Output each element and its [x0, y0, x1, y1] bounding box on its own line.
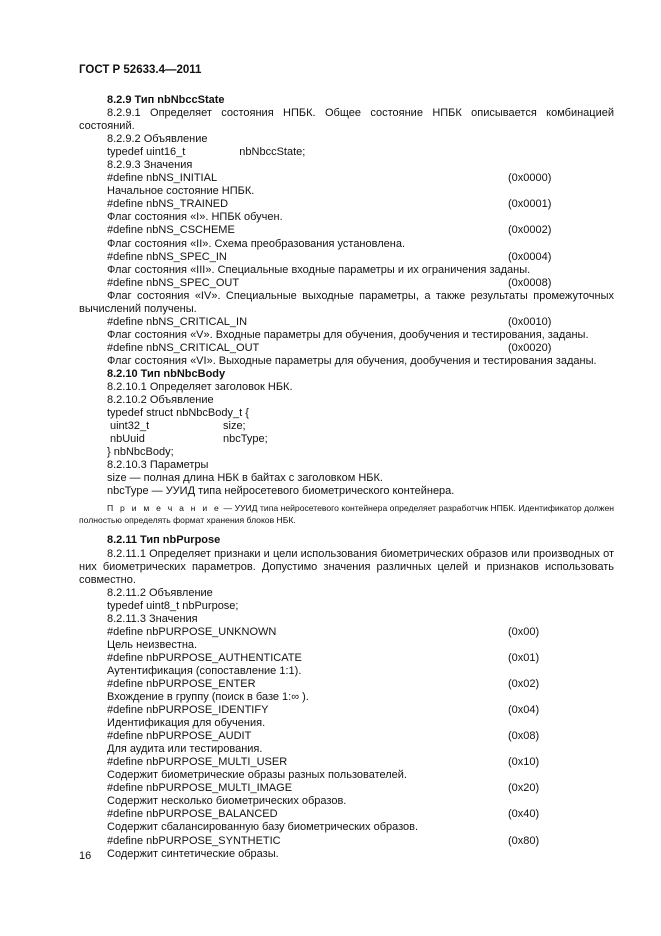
define-row: [79, 704, 614, 717]
define-name: #define nbNS_TRAINED: [107, 198, 229, 211]
define-row: [79, 198, 614, 211]
define-description: Аутентификация (сопоставление 1:1).: [107, 664, 302, 677]
define-description: Флаг состояния «I». НПБК обучен.: [107, 211, 283, 224]
define-name: #define nbNS_INITIAL: [107, 172, 218, 185]
page-number: 16: [79, 850, 92, 862]
define-name: #define nbPURPOSE_AUDIT: [107, 730, 252, 743]
struct-open: typedef struct nbNbcBody_t {: [107, 407, 249, 420]
define-value: (0x0000): [508, 172, 552, 185]
define-row: [79, 172, 614, 185]
define-value: (0x20): [508, 782, 540, 795]
define-value: (0x0002): [508, 224, 552, 237]
define-description: Содержит синтетические образы.: [107, 847, 279, 860]
section-title-8-2-9: 8.2.9 Тип nbNbccState: [107, 94, 225, 106]
define-value: (0x80): [508, 834, 540, 847]
define-description: Содержит сбалансированную базу биометрических образов.: [107, 821, 419, 834]
define-row: [79, 626, 614, 639]
typedef-name: nbNbccState;: [239, 146, 306, 159]
note: [79, 502, 614, 526]
define-row: [79, 808, 614, 821]
define-value: (0x0020): [508, 341, 552, 354]
define-value: (0x08): [508, 730, 540, 743]
subsection-8-2-10-3: 8.2.10.3 Параметры: [107, 459, 209, 472]
define-name: #define nbPURPOSE_AUTHENTICATE: [107, 651, 302, 664]
subsection-8-2-11-2: 8.2.11.2 Объявление: [107, 586, 213, 599]
section-title-8-2-11: 8.2.11 Тип nbPurpose: [107, 534, 221, 547]
define-name: #define nbNS_SPEC_IN: [107, 250, 227, 263]
document-header: ГОСТ Р 52633.4—2011: [79, 64, 202, 76]
define-name: #define nbPURPOSE_SYNTHETIC: [107, 834, 281, 847]
paragraph-8-2-9-1-cont: состояний.: [79, 120, 135, 133]
define-row: [79, 342, 614, 355]
define-name: #define nbNS_CRITICAL_IN: [107, 315, 248, 328]
define-name: #define nbPURPOSE_UNKNOWN: [107, 625, 277, 638]
define-name: #define nbNS_SPEC_OUT: [107, 276, 240, 289]
define-row: [79, 835, 614, 848]
typedef-nbPurpose: typedef uint8_t nbPurpose;: [107, 599, 239, 612]
define-name: #define nbNS_CRITICAL_OUT: [107, 341, 260, 354]
define-name: #define nbNS_CSCHEME: [107, 224, 235, 237]
define-value: (0x02): [508, 677, 540, 690]
struct-close: } nbNbcBody;: [107, 446, 174, 459]
define-value: (0x0010): [508, 315, 552, 328]
define-description: Флаг состояния «II». Схема преобразования установлена.: [107, 237, 406, 250]
field-name: nbcType;: [223, 433, 268, 446]
define-row: [79, 251, 614, 264]
subsection-8-2-11-3: 8.2.11.3 Значения: [107, 612, 198, 625]
struct-field: [79, 420, 614, 433]
section-title-8-2-10: 8.2.10 Тип nbNbcBody: [107, 367, 226, 380]
define-value: (0x0008): [508, 276, 552, 289]
define-value: (0x0001): [508, 198, 552, 211]
define-description: Идентификация для обучения.: [107, 717, 266, 730]
define-name: #define nbPURPOSE_BALANCED: [107, 808, 278, 821]
define-description: Содержит биометрические образы разных пользователей.: [107, 769, 407, 782]
note-text: — УУИД типа нейросетевого контейнера определяет разработчик НПБК. Идентификатор должен полностью определять формат хранения блоков НБК.: [79, 503, 614, 526]
define-description: Для аудита или тестирования.: [107, 743, 263, 756]
define-description: Цель неизвестна.: [107, 638, 198, 651]
param-nbctype: nbcType — УУИД типа нейросетевого биометрического контейнера.: [107, 485, 455, 498]
define-value: (0x40): [508, 808, 540, 821]
define-description: Флаг состояния «VI». Выходные параметры для обучения, дообучения и тестирования заданы.: [107, 354, 597, 367]
define-value: (0x00): [508, 625, 540, 638]
define-row: [79, 678, 614, 691]
define-name: #define nbPURPOSE_ENTER: [107, 677, 256, 690]
define-row: [79, 782, 614, 795]
define-description: Флаг состояния «III». Специальные входные параметры и их ограничения заданы.: [107, 263, 531, 276]
define-value: (0x04): [508, 704, 540, 717]
define-description: Вхождение в группу (поиск в базе 1:∞ ).: [107, 691, 309, 704]
define-row: [79, 224, 614, 237]
define-row: [79, 652, 614, 665]
typedef-keyword: typedef uint16_t: [107, 146, 186, 159]
define-value: (0x0004): [508, 250, 552, 263]
define-name: #define nbPURPOSE_MULTI_IMAGE: [107, 782, 293, 795]
paragraph-8-2-10-1: 8.2.10.1 Определяет заголовок НБК.: [107, 381, 293, 394]
subsection-8-2-10-2: 8.2.10.2 Объявление: [107, 394, 214, 407]
paragraph-8-2-9-1: 8.2.9.1 Определяет состояния НПБК. Общее состояние НПБК описывается комбинацией: [107, 107, 614, 120]
define-value: (0x10): [508, 756, 540, 769]
define-description: Флаг состояния «IV». Специальные выходные параметры, а также результаты промежуточных: [107, 289, 614, 302]
typedef-nbNbccState: [79, 146, 614, 159]
define-row: [79, 756, 614, 769]
define-name: #define nbPURPOSE_IDENTIFY: [107, 704, 269, 717]
define-description-cont: вычислений получены.: [79, 302, 197, 315]
define-value: (0x01): [508, 651, 540, 664]
define-row: [79, 316, 614, 329]
define-description: Флаг состояния «V». Входные параметры для обучения, дообучения и тестирования, заданы.: [107, 328, 589, 341]
define-description: Начальное состояние НПБК.: [107, 185, 255, 198]
subsection-8-2-9-3: 8.2.9.3 Значения: [107, 159, 193, 172]
subsection-8-2-9-2: 8.2.9.2 Объявление: [107, 133, 208, 146]
struct-field: [79, 433, 614, 446]
field-type: uint32_t: [110, 420, 150, 433]
define-row: [79, 277, 614, 290]
define-name: #define nbPURPOSE_MULTI_USER: [107, 756, 288, 769]
field-type: nbUuid: [110, 433, 145, 446]
define-row: [79, 730, 614, 743]
define-description: Содержит несколько биометрических образов.: [107, 795, 347, 808]
field-name: size;: [223, 420, 246, 433]
page-content: [79, 94, 614, 861]
param-size: size — полная длина НБК в байтах с заголовком НБК.: [107, 472, 383, 485]
note-label: П р и м е ч а н и е: [107, 503, 222, 514]
paragraph-8-2-11-1: 8.2.11.1 Определяет признаки и цели использования биометрических образов или производных от них биометрических параметров. Допустимо значения различных целей и признаков использовать совместно.: [79, 547, 614, 586]
